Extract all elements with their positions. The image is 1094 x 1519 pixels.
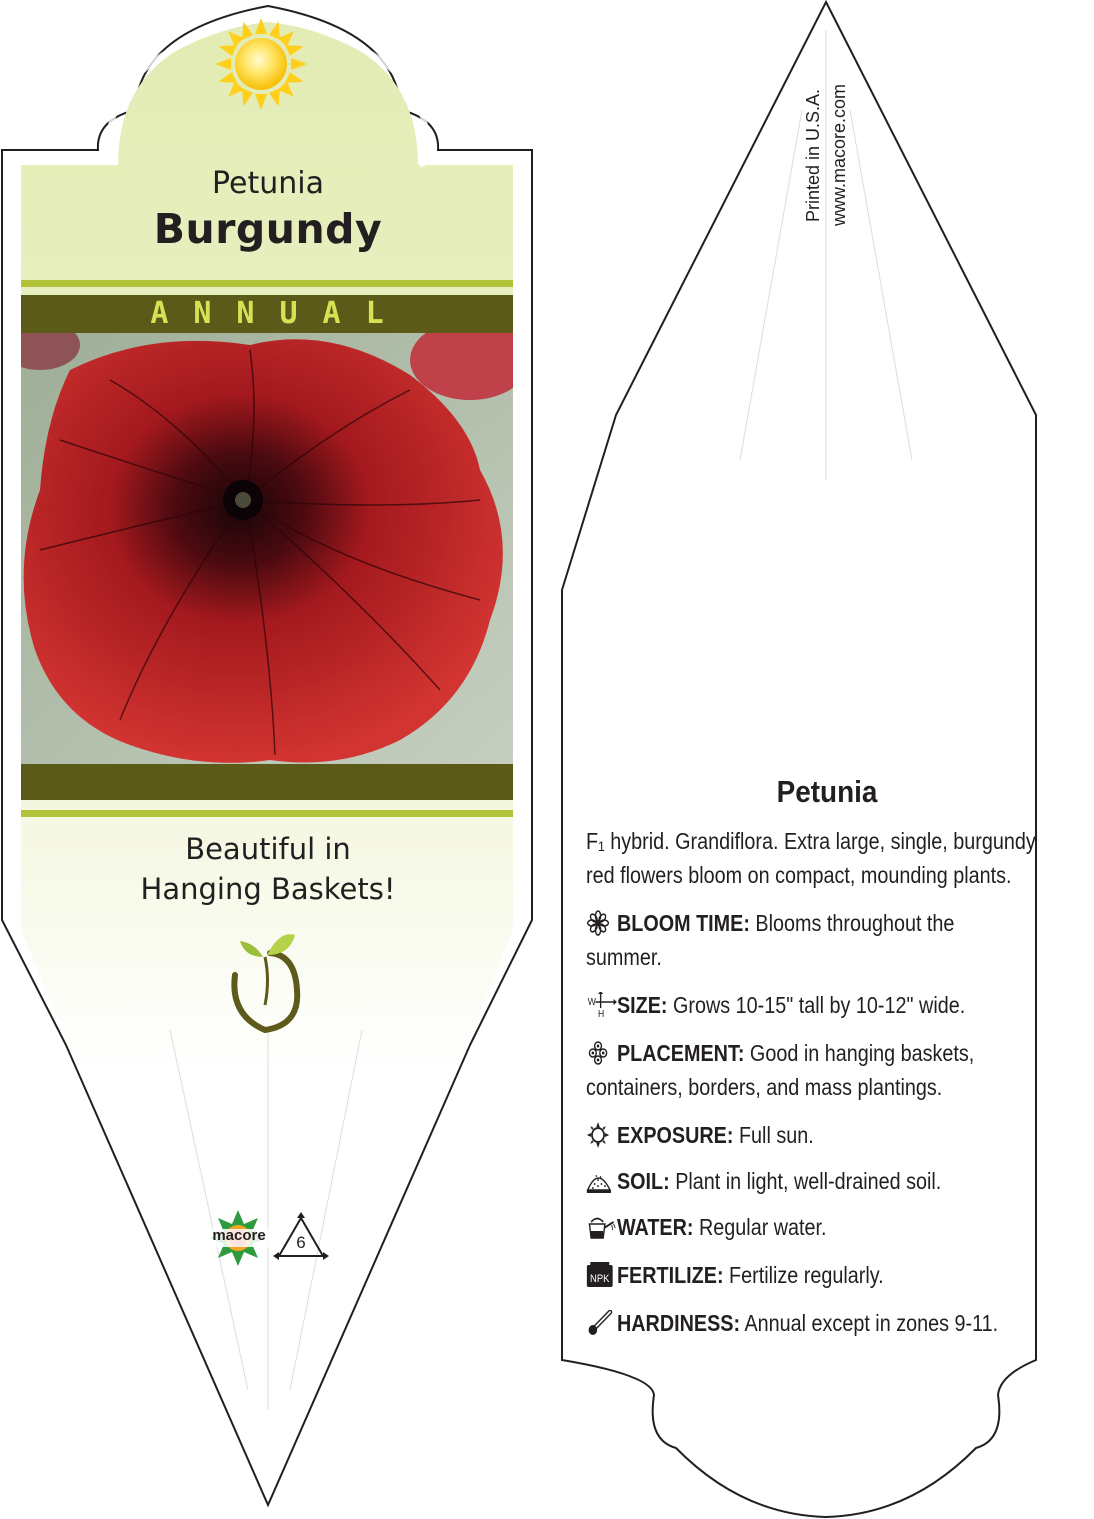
soil-label: SOIL: bbox=[616, 1168, 670, 1194]
placement-value: Good in hanging baskets, bbox=[744, 1040, 975, 1066]
size-row bbox=[586, 988, 1085, 1022]
plant-cultivar-name: Burgundy bbox=[153, 205, 383, 253]
tagline-line-2: Hanging Baskets! bbox=[140, 872, 396, 906]
description-line-2: red flowers bloom on compact, mounding plants. bbox=[586, 862, 1012, 888]
placement-row bbox=[586, 1036, 1085, 1104]
printed-in-label: Printed in U.S.A. bbox=[803, 88, 823, 222]
hardiness-row bbox=[586, 1306, 1085, 1340]
soil-icon bbox=[586, 1168, 617, 1194]
flower-icon bbox=[586, 910, 617, 936]
fertilize-row bbox=[586, 1258, 1085, 1292]
water-label: WATER: bbox=[616, 1214, 694, 1240]
size-value: Grows 10-15" tall by 10-12" wide. bbox=[667, 992, 966, 1018]
soil-row bbox=[586, 1164, 1085, 1198]
thermometer-icon bbox=[586, 1310, 617, 1336]
description-line-1: F₁ hybrid. Grandiflora. Extra large, single, burgundy bbox=[586, 828, 1036, 854]
accent-stripe-bottom bbox=[21, 810, 513, 817]
placement-icon bbox=[586, 1040, 617, 1066]
hardiness-value: Annual except in zones 9-11. bbox=[740, 1310, 999, 1336]
watering-can-icon bbox=[586, 1214, 617, 1240]
plant-type-label: ANNUAL bbox=[150, 296, 409, 331]
accent-stripe-top bbox=[21, 280, 513, 287]
exposure-value: Full sun. bbox=[733, 1122, 814, 1148]
size-label: SIZE: bbox=[616, 992, 668, 1018]
water-row bbox=[586, 1210, 1085, 1244]
fertilize-label: FERTILIZE: bbox=[616, 1262, 724, 1288]
size-icon bbox=[586, 992, 617, 1018]
water-value: Regular water. bbox=[693, 1214, 827, 1240]
bloom-time-row bbox=[586, 906, 1085, 974]
size-icon-h: H bbox=[598, 1008, 605, 1018]
npk-icon-text: NPK bbox=[590, 1273, 610, 1286]
recycle-code: 6 bbox=[296, 1233, 306, 1252]
bloom-time-label: BLOOM TIME: bbox=[616, 910, 750, 936]
photo-bottom-band bbox=[21, 764, 513, 800]
size-icon-w: W bbox=[587, 996, 596, 1008]
npk-icon bbox=[586, 1262, 617, 1288]
bloom-time-value: Blooms throughout the bbox=[749, 910, 955, 936]
plant-common-name: Petunia bbox=[212, 166, 324, 201]
exposure-row bbox=[586, 1118, 1085, 1152]
flower-photo bbox=[0, 320, 530, 764]
website-label: www.macore.com bbox=[829, 83, 849, 226]
soil-value: Plant in light, well-drained soil. bbox=[669, 1168, 942, 1194]
plant-description bbox=[586, 824, 1085, 892]
sun-icon bbox=[586, 1122, 617, 1148]
brand-name: macore bbox=[212, 1227, 266, 1244]
hardiness-label: HARDINESS: bbox=[616, 1310, 741, 1336]
tagline-line-1: Beautiful in bbox=[185, 832, 351, 866]
bloom-time-value-cont: summer. bbox=[586, 944, 662, 970]
back-title: Petunia bbox=[776, 774, 878, 809]
exposure-label: EXPOSURE: bbox=[616, 1122, 734, 1148]
full-sun-icon bbox=[215, 18, 307, 110]
placement-value-cont: containers, borders, and mass plantings. bbox=[586, 1074, 943, 1100]
fertilize-value: Fertilize regularly. bbox=[723, 1262, 884, 1288]
placement-label: PLACEMENT: bbox=[616, 1040, 745, 1066]
